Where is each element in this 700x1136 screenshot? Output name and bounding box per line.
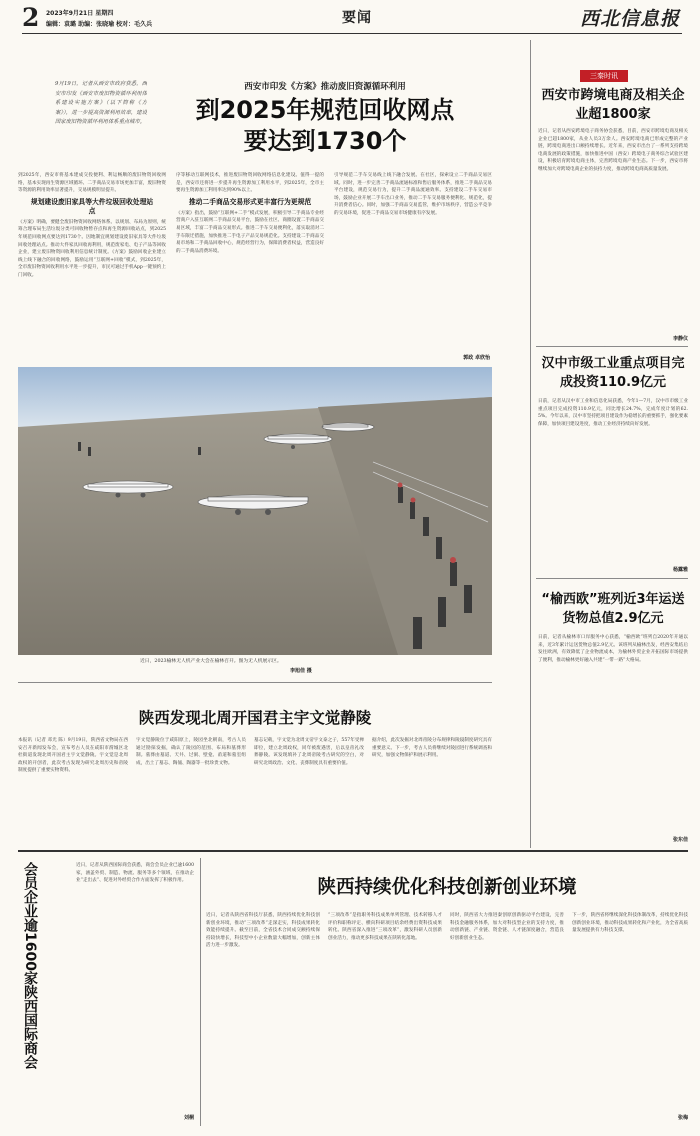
- right1-body: 近日，记者从西安跨境电子商务协会获悉，目前，西安市跨境电商及相关企业已超1800家，从业人员3万余人。西安跨境电商已形成完整的产业链，跨境电商进出口额持续增长。近年来，西安市出台了一系列支持跨境电商发展的政策措施，加快推进中国（西安）跨境电子商务综合试验区建设，积极培育跨境电商主体，完善跨境电商产业生态。下一步，西安市将继续加大对跨境电商企业的扶持力度，推动跨境电商高质量发展。: [538, 129, 688, 172]
- lead-summary-box: [55, 80, 147, 156]
- bottom-byline: 张梅: [677, 1115, 688, 1121]
- side-byline: 刘桐: [183, 1115, 194, 1121]
- tomb-headline: 陕西发现北周开国君主宇文觉静陵: [138, 709, 372, 727]
- right3-byline: 张东佳: [672, 837, 688, 843]
- bottom-col2: “三项改革”是指职务科技成果单列管理、技术转移人才评价和职称评定、横向科研项目结余经费出资科技成果转化。陕西省深入推进“三项改革”，激发科研人员创新创业活力，推动更多科技成果在陕转化落地。: [328, 913, 442, 941]
- side-text: 近日，记者从陕西国际商会获悉，商会会员企业已逾1600家，涵盖外贸、制造、物流、服务等多个领域，在推动企业“走出去”、促进对外经贸合作方面发挥了积极作用。: [76, 863, 194, 884]
- side-headline-box: [20, 862, 70, 1122]
- masthead-date: 2023年9月21日 星期四: [46, 10, 114, 17]
- section-tag: 三秦时讯: [580, 70, 628, 82]
- news-photo: [18, 367, 492, 655]
- photo-credit: 李旭佳 摄: [290, 668, 312, 674]
- page-number: 2: [22, 3, 40, 32]
- photo-caption: 近日，2023榆林无人机产业大会在榆林召开。图为无人机展示区。: [140, 659, 282, 664]
- bottom-col4: 下一步，陕西省将继续深化科技体制改革，持续优化科技创新创业环境，推动科技成果转化和产业化，为全省高质量发展提供有力科技支撑。: [572, 913, 688, 934]
- right1-headline: 西安市跨境电商及相关企业超1800家: [541, 88, 685, 122]
- lead-kicker: 西安市印发《方案》推动废旧资源循环利用: [244, 82, 406, 92]
- bottom-col1: 近日，记者从陕西省科技厅获悉，陕西持续优化科技创新创业环境，推动“三项改革”走深走实，科技成果转化效能持续提升。截至目前，全省技术合同成交额持续保持较快增长，科技型中小企业数量大幅增加，创新主体活力进一步激发。: [206, 913, 320, 949]
- bottom-col3: 同时，陕西省大力推进秦创原创新驱动平台建设，完善科技金融服务体系，加大对科技型企业的支持力度，推动创新链、产业链、资金链、人才链深度融合，营造良好创新创业生态。: [450, 913, 564, 941]
- masthead: [22, 4, 682, 34]
- tomb-col3: 墓志记载，宇文觉为北周文帝宇文泰之子，557年受禅即位，建立北周政权，同年被废遇害，后以皇帝礼改葬静陵。该发现填补了北周帝陵考古研究的空白，对研究北周政治、文化、丧葬制度具有重要价值。: [254, 738, 364, 766]
- section-title: 要闻: [342, 10, 372, 26]
- newspaper-logo: 西北信息报: [580, 8, 681, 30]
- right2-body: 日前，记者从汉中市工业和信息化局获悉，今年1—7月，汉中市市级工业重点项目完成投资110.9亿元，同比增长24.7%，完成年度计划的62.5%。今年以来，汉中市坚持把项目建设作为稳增长的重要抓手，强化要素保障，加快项目建设进度，推动工业经济持续向好发展。: [538, 399, 688, 427]
- tomb-col2: 宇文觉静陵位于咸阳原上，陵园坐北朝南，考古人员通过勘探发掘，确认了陵园的范围、布局和墓葬形制。墓葬由墓道、天井、过洞、壁龛、甬道和墓室组成，出土了墓志、陶俑、陶器等一批珍贵文物。: [136, 738, 246, 766]
- right3-body: 日前，记者从榆林市口岸服务中心获悉，“榆西欧”班列自2020年开通以来，近3年累计运送货物总值2.9亿元。该班列从榆林出发，经西安集结后发往欧洲，有效降低了企业物流成本，为榆林外贸企业开拓国际市场提供了便利，推动榆林更好融入共建“一带一路”大格局。: [538, 635, 688, 663]
- lead-summary: 9月19日，记者从西安市政府获悉，西安市印发《西安市废旧物资循环利用体系建设实施方案》（以下简称《方案》），进一步提高资源利用效率，建设国家废旧物资循环利用体系重点城市。: [55, 81, 147, 126]
- lead-headline-2: 要达到1730个: [243, 127, 407, 155]
- right2-headline: 汉中市级工业重点项目完成投资110.9亿元: [541, 356, 685, 390]
- tomb-col1: 本报讯（记者 邓光 陈）9月19日，陕西省文物局在西安召开新闻发布会，宣布考古人员在咸阳市渭城区北杜街道发现北周开国君主宇文觉静陵。宇文觉是北周政权的开创者，此次考古发现为研究北周历史和帝陵制度提供了重要实物资料。: [18, 738, 128, 774]
- lead-col1: 到2025年，西安市将基本建成交投便利、利运畅顺的废旧物资回收网络，基本实现再生资源区域循环、二手商品交易市场更加丰富，废旧物资等资源的利用效率显著提升，交易规模明显提升。 规划建设废旧家具等大件垃圾回收处理站点 《方案》明确，要健全废旧物资回收网络体系。以规划、布局为原则，统筹合理布局生活垃圾分类可回收物暂存点和再生资源回收站点，到2025年规范回收网点要达到1730个。因地制宜规划建设废旧家具等大件垃圾回收处理站点。推动大件家具回收再利用，规范废家电、电子产品等回收企业，建立废旧物资回收利用信息统计制度。《方案》鼓励回收企业建立线上线下融合的回收网络，鼓励运用“互联网+回收”模式，到2025年，全市废旧物资回收利用水平进一步提升，市民可通过手机App一键预约上门回收。: [18, 173, 166, 278]
- airshow-photo-illustration: [18, 367, 492, 655]
- masthead-editors: 编辑：袁璐 助编：张晓瑜 校对：毛久兵: [46, 21, 153, 28]
- lead-byline: 郭政 卓欣怡: [463, 355, 490, 361]
- lead-subhead-1: 规划建设废旧家具等大件垃圾回收处理站点: [30, 197, 154, 215]
- right3-headline: “榆西欧”班列近3年运送货物总值2.9亿元: [541, 592, 685, 626]
- side-headline: 会员企业逾1600家陕西国际商会: [22, 862, 38, 1069]
- lead-col2: 序等移动互联网技术，推进废旧物资回收网络信息化建设。值得一提的是，西安市还将进一步提升再生资源加工利用水平，到2025年，全市主要再生资源加工利用率达到90%以上。 推动二手商品交易形式更丰富行为更规范 《方案》指出，鼓励“互联网+二手”模式发展，积极引导二手商品专业经营商户入驻互联网二手商品交易平台，鼓励在社区、商圈设置二手商品交易区域，丰富二手商品交易形式。推进二手车交易便利化，落实取消对二手车限迁措施，加快推进二手电子产品交易规范化。支持建设二手商品交易市场和二手商品回收中心，规范经营行为，保障消费者权益，营造良好的二手商品消费环境。: [176, 173, 324, 254]
- bottom-headline: 陕西持续优化科技创新创业环境: [317, 877, 577, 898]
- right2-byline: 杨露雅: [672, 567, 688, 573]
- right1-byline: 李静仪: [672, 336, 688, 342]
- lead-subhead-2: 推动二手商品交易形式更丰富行为更规范: [188, 197, 312, 206]
- lead-headline-1: 到2025年规范回收网点: [195, 96, 455, 124]
- lead-col3: 引导规范二手车交易线上线下融合发展。在社区，探索设立二手商品交易区域。同时，进一步完善二手商品流通标准和售后服务体系，推进二手商品交易平台建设，规范交易行为，提升二手商品流通效率。支持建设二手车交易市场，鼓励企业开展二手车出口业务，推动二手车交易服务便利化、规范化，提升消费者信心。同时，加强二手商品交易监管，维护市场秩序，营造公平竞争的交易环境，促进二手商品交易市场健康有序发展。: [334, 173, 492, 216]
- tomb-col4: 据介绍，此次发掘对北周帝陵分布规律和陵寝制度研究具有重要意义。下一步，考古人员将继续对陵园进行系统调查和研究，加强文物保护和展示利用。: [372, 738, 492, 759]
